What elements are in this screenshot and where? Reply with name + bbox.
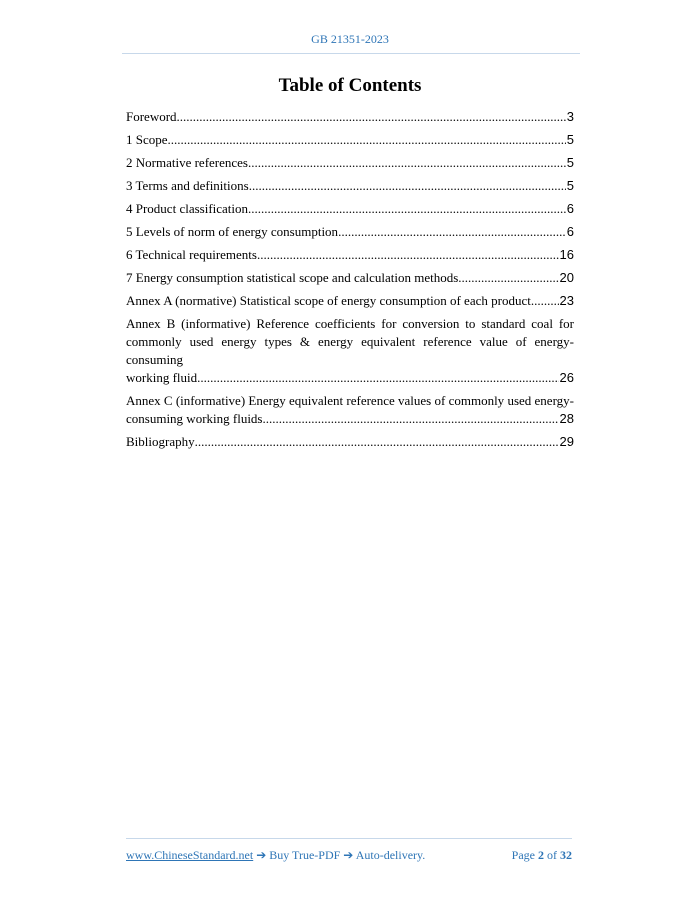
toc-entry-annex-a[interactable] xyxy=(126,292,574,310)
toc-entry-title: 6 Technical requirements xyxy=(126,247,257,262)
toc-entry-title-line: Annex B (informative) Reference coefficients for conversion to standard coal for xyxy=(126,316,574,331)
toc-leader xyxy=(257,246,559,264)
page-title: Table of Contents xyxy=(278,75,422,96)
toc-entry-statistical-scope[interactable] xyxy=(126,269,574,287)
toc-page-number: 16 xyxy=(559,247,574,262)
toc-entry-title-line: commonly used energy types & energy equivalent reference value of energy-consuming xyxy=(126,334,574,367)
of-label: of xyxy=(547,848,557,862)
toc-page-number: 5 xyxy=(566,132,574,147)
toc-entry-product-classification[interactable] xyxy=(126,200,574,218)
toc-entry-foreword[interactable] xyxy=(126,108,574,126)
toc-page-number: 6 xyxy=(566,201,574,216)
toc-entry-title: 2 Normative references xyxy=(126,155,248,170)
toc-entry-title-line: Annex C (informative) Energy equivalent reference values of commonly used energy- xyxy=(126,393,574,408)
toc-leader xyxy=(248,200,566,218)
toc-leader xyxy=(168,131,566,149)
toc-leader xyxy=(458,269,558,287)
page-label: Page xyxy=(511,848,535,862)
total-pages: 32 xyxy=(560,848,572,862)
toc-entry-bibliography[interactable] xyxy=(126,433,574,451)
document-code: GB 21351-2023 xyxy=(311,32,389,46)
toc-page-number: 5 xyxy=(566,155,574,170)
toc-leader xyxy=(248,154,566,172)
toc-entry-annex-c[interactable] xyxy=(126,392,574,428)
toc-entry-title: Bibliography xyxy=(126,434,195,449)
arrow-right-icon: ➔ xyxy=(256,848,267,862)
toc-entry-title-line: consuming working fluids xyxy=(126,411,263,426)
toc-entry-title-line: working fluid xyxy=(126,370,198,385)
toc-entry-normative-references[interactable] xyxy=(126,154,574,172)
website-link[interactable]: www.ChineseStandard.net xyxy=(126,848,254,862)
page-indicator xyxy=(512,848,572,863)
toc-entry-title: 4 Product classification xyxy=(126,201,249,216)
header-divider xyxy=(122,53,580,54)
toc-entry-annex-b[interactable] xyxy=(126,315,574,387)
buy-pdf-text: Buy True-PDF xyxy=(269,848,341,862)
current-page: 2 xyxy=(538,848,544,862)
toc-entry-title: 1 Scope xyxy=(126,132,168,147)
toc-leader xyxy=(338,223,566,241)
toc-page-number: 28 xyxy=(559,411,574,426)
toc-entry-title: 3 Terms and definitions xyxy=(126,178,249,193)
toc-page-number: 6 xyxy=(566,224,574,239)
toc-page-number: 23 xyxy=(559,293,574,308)
toc-leader xyxy=(177,108,566,126)
toc-leader xyxy=(263,410,559,428)
arrow-right-icon: ➔ xyxy=(343,848,354,862)
toc-page-number: 29 xyxy=(559,434,574,449)
table-of-contents xyxy=(126,108,574,456)
toc-leader xyxy=(197,369,558,387)
toc-page-number: 20 xyxy=(559,270,574,285)
toc-entry-title: 7 Energy consumption statistical scope and calculation methods xyxy=(126,270,459,285)
toc-page-number: 3 xyxy=(566,109,574,124)
toc-entry-title: Annex A (normative) Statistical scope of energy consumption of each product xyxy=(126,293,531,308)
toc-leader xyxy=(531,292,559,310)
footer-divider xyxy=(126,838,572,839)
toc-entry-title: 5 Levels of norm of energy consumption xyxy=(126,224,339,239)
toc-entry-technical-requirements[interactable] xyxy=(126,246,574,264)
toc-entry-scope[interactable] xyxy=(126,131,574,149)
toc-entry-levels-of-norm[interactable] xyxy=(126,223,574,241)
toc-leader xyxy=(249,177,566,195)
toc-page-number: 26 xyxy=(559,370,574,385)
toc-page-number: 5 xyxy=(566,178,574,193)
delivery-text: Auto-delivery. xyxy=(355,848,426,862)
toc-leader xyxy=(195,433,559,451)
toc-entry-terms-definitions[interactable] xyxy=(126,177,574,195)
toc-entry-title: Foreword xyxy=(126,109,177,124)
